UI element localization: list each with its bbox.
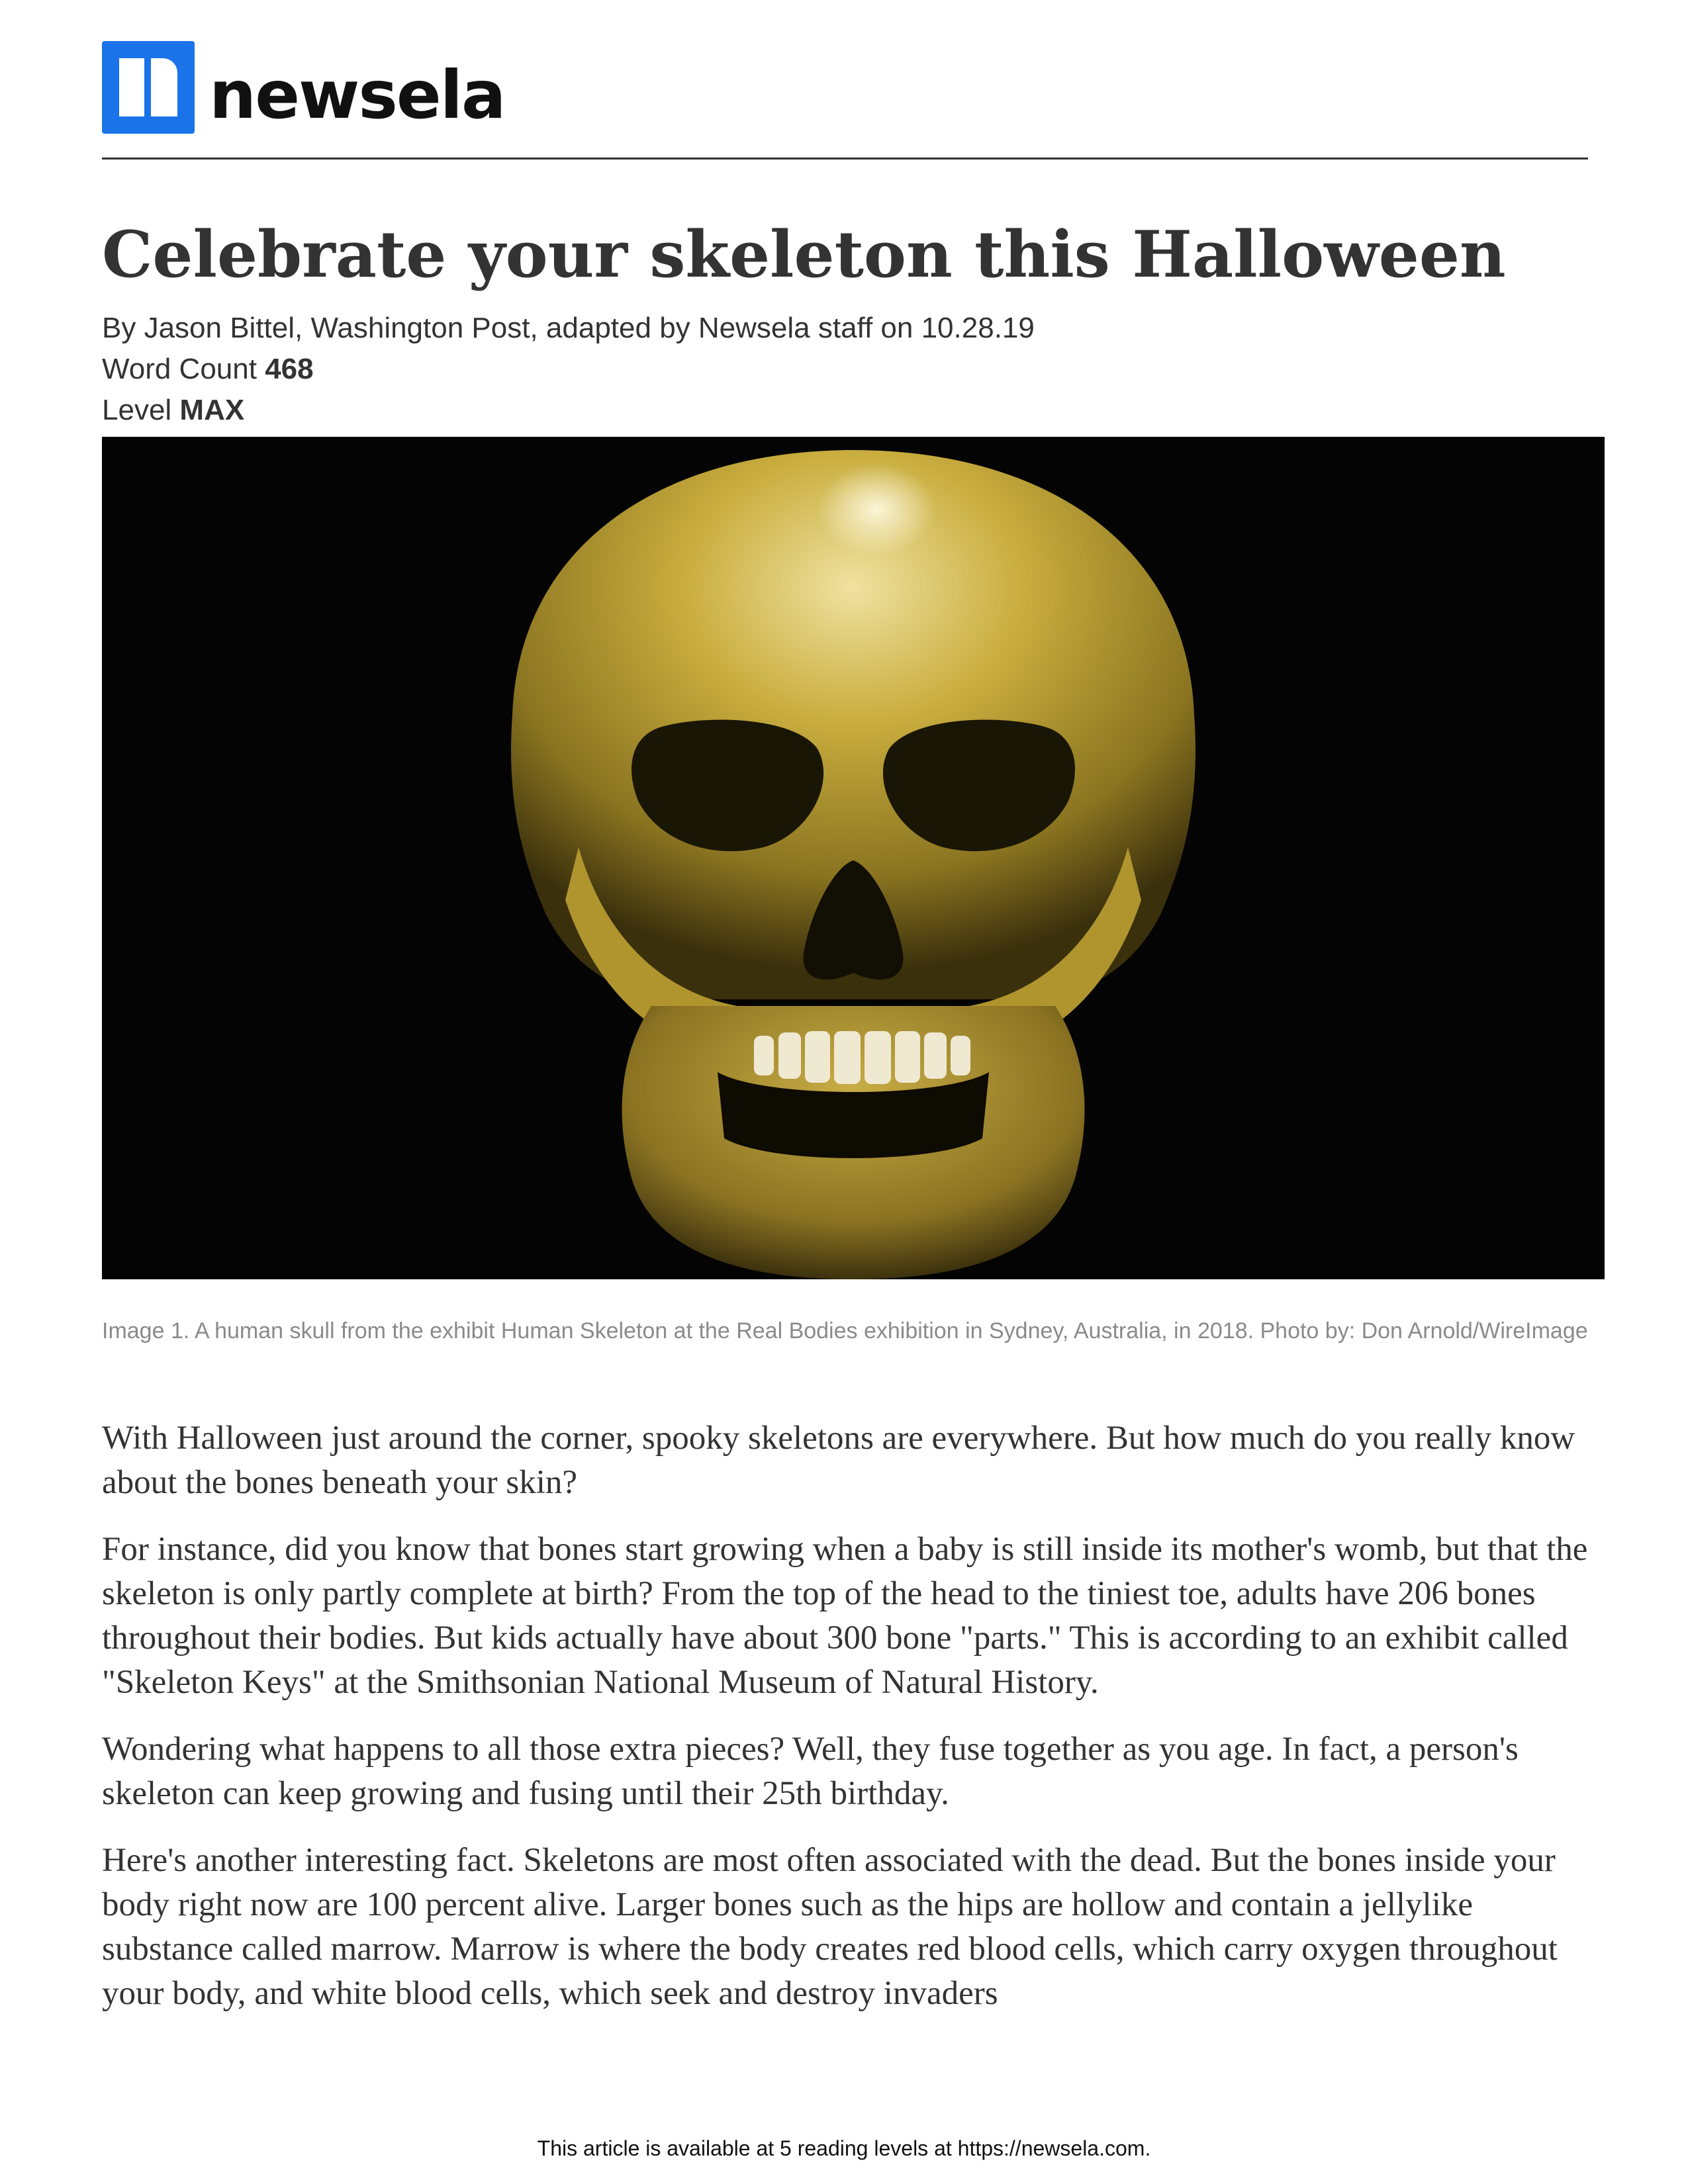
paragraph: For instance, did you know that bones start growing when a baby is still inside its mother's womb, but that the skeleton is only partly complete at birth? From the top of the head to the tiniest toe, adults have 206 bones throughout their bodies. But kids actually have about 300 bone "parts." This is according to an exhibit called "Skeleton Keys" at the Smithsonian National Museum of Natural History. xyxy=(102,1531,1588,1701)
skull-photo xyxy=(102,437,1605,1279)
paragraph: Here's another interesting fact. Skeletons are most often associated with the dead. But the bones inside your body right now are 100 percent alive. Larger bones such as the hips are hollow and contain a jellylike substance called marrow. Marrow is where the body creates red blood cells, which carry oxygen throughout your body, and white blood cells, which seek and destroy invaders xyxy=(102,1842,1558,2012)
level-label: Level xyxy=(102,394,172,426)
photo-caption: Image 1. A human skull from the exhibit Human Skeleton at the Real Bodies exhibition in Sydney, Australia, in 2018. Photo by: Don Arnold/WireImage xyxy=(102,1318,1588,1343)
brand-name: newsela xyxy=(209,56,505,134)
byline: By Jason Bittel, Washington Post, adapted by Newsela staff on 10.28.19 xyxy=(102,312,1035,344)
paragraph: With Halloween just around the corner, spooky skeletons are everywhere. But how much do you really know about the bones beneath your skin? xyxy=(102,1420,1575,1501)
reading-level xyxy=(102,390,1588,431)
article-title: Celebrate your skeleton this Halloween xyxy=(102,217,1506,292)
level-value: MAX xyxy=(179,394,245,426)
newsela-logo-icon xyxy=(102,41,195,134)
skull-illustration xyxy=(102,437,1605,1279)
word-count xyxy=(102,349,1588,390)
word-count-value: 468 xyxy=(265,353,314,385)
article-body xyxy=(102,1416,1588,2038)
word-count-label: Word Count xyxy=(102,353,257,385)
paragraph: Wondering what happens to all those extra pieces? Well, they fuse together as you age. In fact, a person's skeleton can keep growing and fusing until their 25th birthday. xyxy=(102,1731,1519,1812)
site-header xyxy=(102,41,1588,159)
header-divider xyxy=(102,158,1588,159)
footer-note: This article is available at 5 reading levels at https://newsela.com. xyxy=(537,2136,1151,2160)
